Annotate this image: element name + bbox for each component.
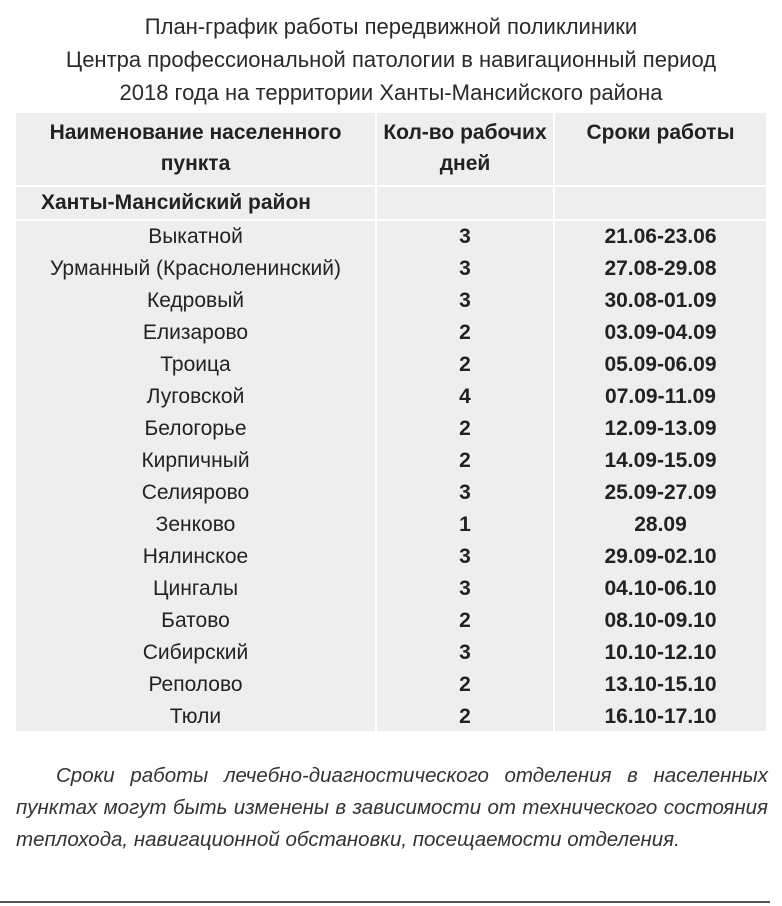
- region-period-cell: [554, 186, 766, 220]
- table-row: [16, 509, 766, 541]
- days-cell: 2: [376, 701, 554, 733]
- period-cell: 04.10-06.10: [604, 577, 717, 600]
- table-row: [16, 605, 766, 637]
- settlement-cell: Цингалы: [16, 573, 376, 605]
- days-cell: 1: [376, 509, 554, 541]
- days-cell: 3: [376, 253, 554, 285]
- settlement-cell: Тюли: [16, 701, 376, 733]
- settlement-cell: Белогорье: [16, 413, 376, 445]
- schedule-table: [16, 113, 766, 733]
- days-cell: 2: [376, 349, 554, 381]
- table-row: [16, 317, 766, 349]
- period-cell: 05.09-06.09: [604, 353, 717, 376]
- table-row: [16, 349, 766, 381]
- table-row: [16, 573, 766, 605]
- settlement-cell: Сибирский: [16, 637, 376, 669]
- table-row: [16, 445, 766, 477]
- days-cell: 3: [376, 285, 554, 317]
- days-cell: 3: [376, 477, 554, 509]
- table-row: [16, 285, 766, 317]
- settlement-cell: Кедровый: [16, 285, 376, 317]
- days-cell: 3: [376, 573, 554, 605]
- table-row: [16, 541, 766, 573]
- title-line-3: 2018 года на территории Ханты-Мансийского района: [119, 80, 663, 105]
- table-row: [16, 220, 766, 253]
- period-cell: 29.09-02.10: [604, 545, 717, 568]
- settlement-cell: Нялинское: [16, 541, 376, 573]
- period-cell: 27.08-29.08: [604, 257, 717, 280]
- days-cell: 2: [376, 413, 554, 445]
- table-row: [16, 413, 766, 445]
- header-settlement: Наименование населенного пункта: [16, 113, 376, 186]
- settlement-cell: Селиярово: [16, 477, 376, 509]
- settlement-cell: Троица: [16, 349, 376, 381]
- settlement-cell: Урманный (Красноленинский): [16, 253, 376, 285]
- settlement-cell: Батово: [16, 605, 376, 637]
- table-row: [16, 669, 766, 701]
- days-cell: 3: [376, 637, 554, 669]
- settlement-cell: Кирпичный: [16, 445, 376, 477]
- days-cell: 3: [376, 541, 554, 573]
- period-cell: 03.09-04.09: [604, 321, 717, 344]
- region-row: [16, 186, 766, 220]
- settlement-cell: Реполово: [16, 669, 376, 701]
- days-cell: 2: [376, 317, 554, 349]
- region-name: Ханты-Мансийский район: [16, 186, 376, 220]
- table-header-row: [16, 113, 766, 186]
- days-cell: 2: [376, 669, 554, 701]
- period-cell: 13.10-15.10: [604, 673, 717, 696]
- header-period: Сроки работы: [554, 113, 766, 186]
- table-row: [16, 381, 766, 413]
- schedule-table-container: [16, 113, 766, 731]
- settlement-cell: Луговской: [16, 381, 376, 413]
- period-cell: 16.10-17.10: [604, 705, 717, 728]
- period-cell: 08.10-09.10: [604, 609, 717, 632]
- region-days-cell: [376, 186, 554, 220]
- settlement-cell: Елизарово: [16, 317, 376, 349]
- period-cell: 10.10-12.10: [604, 641, 717, 664]
- table-row: [16, 253, 766, 285]
- table-row: [16, 477, 766, 509]
- table-row: [16, 637, 766, 669]
- days-cell: 4: [376, 381, 554, 413]
- period-cell: 30.08-01.09: [604, 289, 717, 312]
- period-cell: 21.06-23.06: [604, 225, 717, 248]
- title-line-1: План-график работы передвижной поликлиники: [144, 14, 638, 39]
- period-cell: 12.09-13.09: [604, 417, 717, 440]
- header-days: Кол-во рабочих дней: [376, 113, 554, 186]
- days-cell: 2: [376, 445, 554, 477]
- period-cell: 07.09-11.09: [605, 385, 716, 408]
- bottom-divider: [0, 901, 770, 903]
- page-title: [0, 10, 782, 109]
- period-cell: 25.09-27.09: [604, 481, 717, 504]
- settlement-cell: Зенково: [16, 509, 376, 541]
- title-line-2: Центра профессиональной патологии в навигационный период: [65, 47, 717, 72]
- settlement-cell: Выкатной: [16, 220, 376, 253]
- days-cell: 3: [376, 220, 554, 253]
- footnote: Сроки работы лечебно-диагностического отделения в населенных пунктах могут быть изменены в зависимости от технического состояния теплохода, навигационной обстановки, посещаемости отделения.: [16, 764, 768, 851]
- period-cell: 28.09: [634, 513, 687, 536]
- period-cell: 14.09-15.09: [604, 449, 717, 472]
- table-row: [16, 701, 766, 733]
- days-cell: 2: [376, 605, 554, 637]
